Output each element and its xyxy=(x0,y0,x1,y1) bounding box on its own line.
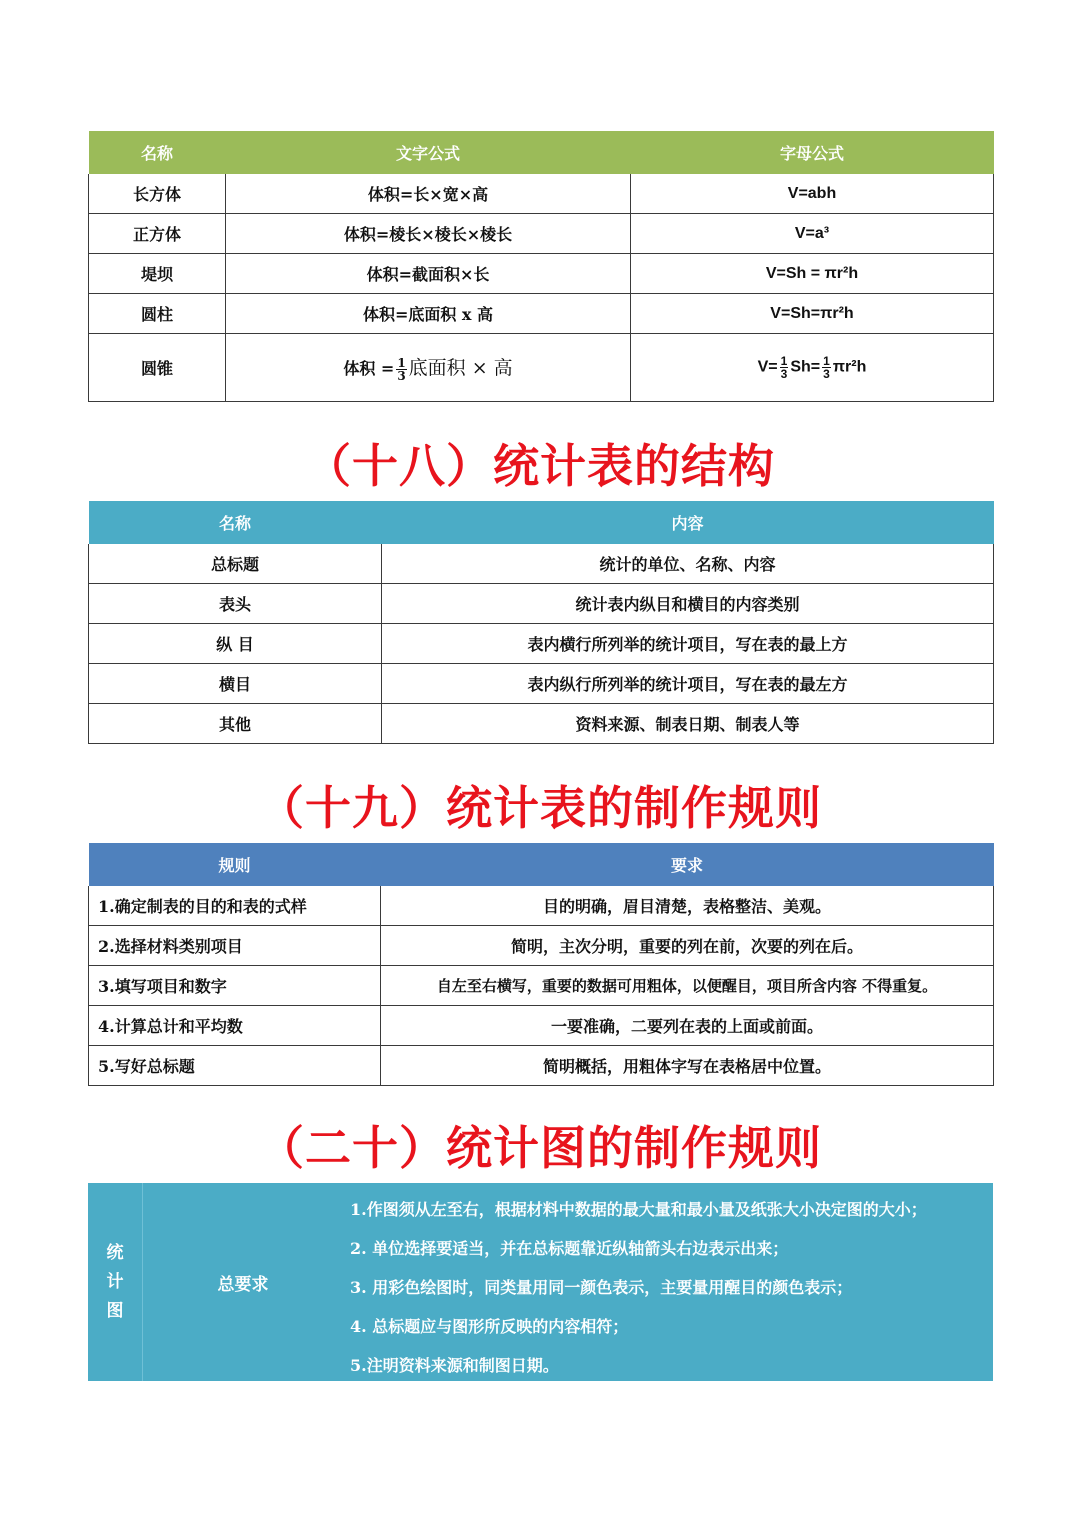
letter-formula: V=a³ xyxy=(631,214,994,254)
table-header-row xyxy=(89,131,994,174)
fraction-numerator: 1 xyxy=(823,354,830,368)
table-row xyxy=(89,966,994,1006)
table-row xyxy=(89,886,994,926)
item-content: 资料来源、制表日期、制表人等 xyxy=(382,704,994,744)
text-formula: 体积=棱长×棱长×棱长 xyxy=(226,214,631,254)
text-formula: 体积=长×宽×高 xyxy=(226,174,631,214)
item-name: 表头 xyxy=(89,584,382,624)
item-name: 纵 目 xyxy=(89,624,382,664)
table-row xyxy=(89,1006,994,1046)
list-item: 4. 总标题应与图形所反映的内容相符； xyxy=(350,1317,629,1336)
requirement-text: 自左至右横写，重要的数据可用粗体，以便醒目，项目所含内容 不得重复。 xyxy=(381,966,994,1006)
table-row xyxy=(89,294,994,334)
section-title: （十八）统计表的结构 xyxy=(305,439,775,493)
text-formula xyxy=(226,334,631,402)
rule-text: 1.确定制表的目的和表的式样 xyxy=(89,886,381,926)
fraction-numerator: 1 xyxy=(780,354,788,368)
fraction-denominator: 3 xyxy=(823,367,830,381)
requirement-text: 目的明确，眉目清楚，表格整洁、美观。 xyxy=(381,886,994,926)
fraction-denominator: 3 xyxy=(780,367,788,381)
side-label xyxy=(88,1183,143,1381)
stat-table-structure xyxy=(88,500,994,744)
column-header: 规则 xyxy=(89,843,381,886)
requirement-list xyxy=(350,1195,927,1390)
formula-middle: Sh= xyxy=(790,358,821,376)
rule-text: 5.写好总标题 xyxy=(89,1046,381,1086)
item-name: 总标题 xyxy=(89,544,382,584)
table-row xyxy=(89,334,994,402)
table-row xyxy=(89,584,994,624)
text-formula: 体积=截面积×长 xyxy=(226,254,631,294)
requirement-text: 简明，主次分明，重要的列在前，次要的列在后。 xyxy=(381,926,994,966)
shape-name: 圆柱 xyxy=(89,294,226,334)
table-row xyxy=(89,174,994,214)
item-name: 其他 xyxy=(89,704,382,744)
rule-text: 2.选择材料类别项目 xyxy=(89,926,381,966)
fraction-numerator: 1 xyxy=(397,356,406,370)
table-row xyxy=(89,926,994,966)
letter-formula: V=Sh=πr²h xyxy=(631,294,994,334)
column-header: 内容 xyxy=(382,501,994,544)
fraction-denominator: 3 xyxy=(397,369,406,383)
formula-prefix: 体积 = xyxy=(343,359,395,378)
item-content: 表内纵行所列举的统计项目，写在表的最左方 xyxy=(382,664,994,704)
item-content: 统计表内纵目和横目的内容类别 xyxy=(382,584,994,624)
item-name: 横目 xyxy=(89,664,382,704)
shape-name: 长方体 xyxy=(89,174,226,214)
table-row xyxy=(89,704,994,744)
column-header: 名称 xyxy=(89,131,226,174)
formula-prefix: V= xyxy=(757,358,778,376)
fraction xyxy=(822,355,831,380)
shape-name: 正方体 xyxy=(89,214,226,254)
table-row xyxy=(89,214,994,254)
shape-name: 堤坝 xyxy=(89,254,226,294)
volume-formula-table xyxy=(88,130,994,402)
column-header: 要求 xyxy=(381,843,994,886)
side-label-char: 图 xyxy=(106,1300,124,1321)
rule-text: 3.填写项目和数字 xyxy=(89,966,381,1006)
shape-name: 圆锥 xyxy=(89,334,226,402)
fraction xyxy=(780,355,789,380)
letter-formula: V=Sh = πr²h xyxy=(631,254,994,294)
column-header: 字母公式 xyxy=(631,131,994,174)
requirement-text: 简明概括，用粗体字写在表格居中位置。 xyxy=(381,1046,994,1086)
item-content: 表内横行所列举的统计项目，写在表的最上方 xyxy=(382,624,994,664)
column-header: 名称 xyxy=(89,501,382,544)
list-item: 3. 用彩色绘图时，同类量用同一颜色表示，主要量用醒目的颜色表示； xyxy=(350,1278,853,1297)
chart-rules-box xyxy=(88,1183,993,1381)
table-row xyxy=(89,624,994,664)
section-title: （十九）统计表的制作规则 xyxy=(258,781,822,835)
rule-text: 4.计算总计和平均数 xyxy=(89,1006,381,1046)
side-label-char: 统 xyxy=(106,1242,124,1263)
table-row xyxy=(89,1046,994,1086)
formula-suffix: πr²h xyxy=(832,358,867,376)
formula-suffix: 底面积 × 高 xyxy=(408,357,513,379)
letter-formula: V=abh xyxy=(631,174,994,214)
stat-table-rules xyxy=(88,842,994,1086)
requirement-label: 总要求 xyxy=(217,1274,269,1295)
table-row xyxy=(89,254,994,294)
list-item: 5.注明资料来源和制图日期。 xyxy=(350,1356,559,1375)
table-row xyxy=(89,664,994,704)
table-header-row xyxy=(89,501,994,544)
item-content: 统计的单位、名称、内容 xyxy=(382,544,994,584)
list-item: 2. 单位选择要适当，并在总标题靠近纵轴箭头右边表示出来； xyxy=(350,1239,789,1258)
requirement-text: 一要准确，二要列在表的上面或前面。 xyxy=(381,1006,994,1046)
text-formula: 体积=底面积 x 高 xyxy=(226,294,631,334)
table-header-row xyxy=(89,843,994,886)
fraction xyxy=(396,357,406,382)
table-row xyxy=(89,544,994,584)
list-item: 1.作图须从左至右，根据材料中数据的最大量和最小量及纸张大小决定图的大小； xyxy=(350,1200,927,1219)
column-header: 文字公式 xyxy=(226,131,631,174)
section-title: （二十）统计图的制作规则 xyxy=(258,1121,822,1175)
letter-formula xyxy=(631,334,994,402)
side-label-char: 计 xyxy=(106,1271,124,1292)
